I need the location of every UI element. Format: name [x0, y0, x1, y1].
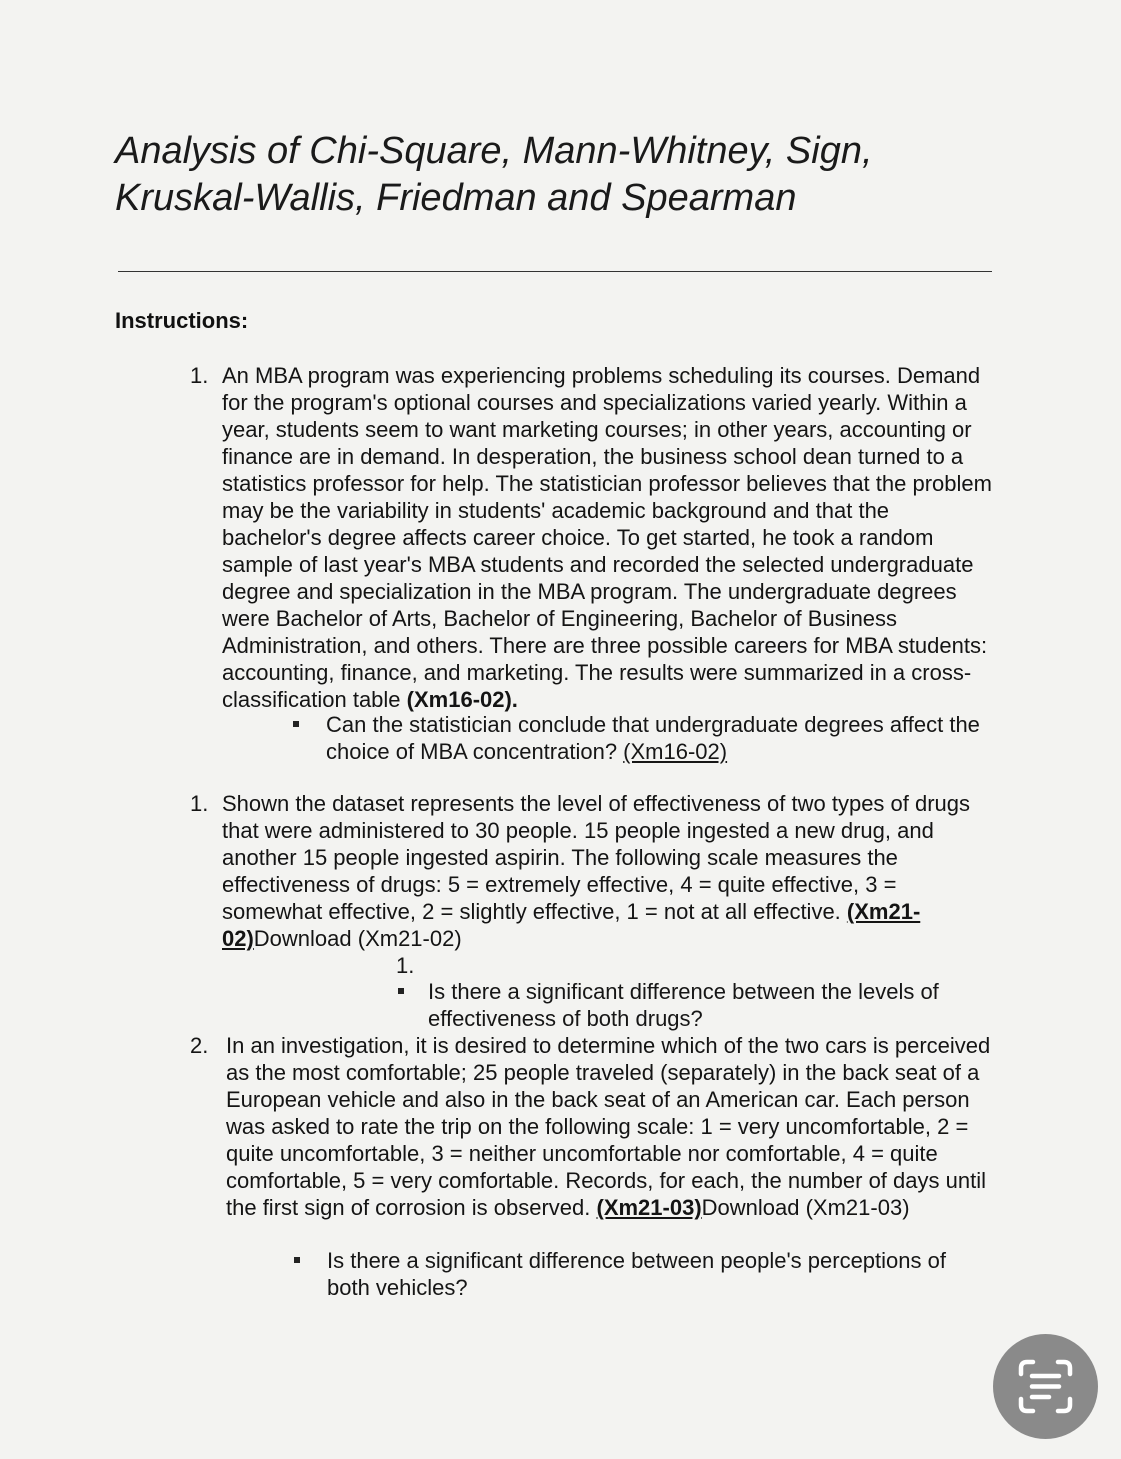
- title-divider: [118, 271, 992, 272]
- question-3-bullet: [327, 1247, 987, 1301]
- instructions-heading: Instructions:: [115, 308, 249, 333]
- question-2-bullet: [428, 978, 988, 1032]
- live-text-button[interactable]: [993, 1334, 1098, 1439]
- xm21-02-link[interactable]: (Xm21-02): [222, 899, 921, 951]
- bullet-marker: [398, 988, 404, 994]
- sub-number: 1.: [396, 953, 415, 978]
- question-3-text: In an investigation, it is desired to determine which of the two cars is perceived as the most comfortable; 25 people traveled (separately) in the back seat of a European vehicle and also in the back seat of an American car. Each person was asked to rate the trip on the following scale: 1 = very uncomfortable, 2 = quite uncomfortable, 3 = neither uncomfortable nor comfortable, 4 = quite comfortable, 5 = very comfortable. Records, for each, the number of days until the first sign of corrosion is observed.: [226, 1033, 991, 1220]
- question-2-number: 1.: [190, 791, 209, 816]
- question-1-text: An MBA program was experiencing problems scheduling its courses. Demand for the program's optional courses and specializations varied yearly. Within a year, students seem to want marketing courses; in other years, accounting or finance are in demand. In desperation, the business school dean turned to a statistics professor for help. The statistician professor believes that the problem may be the variability in students' academic background and that the bachelor's degree affects career choice. To get started, he took a random sample of last year's MBA students and recorded the selected undergraduate degree and specialization in the MBA program. The undergraduate degrees were Bachelor of Arts, Bachelor of Engineering, Bachelor of Business Administration, and others. There are three possible careers for MBA students: accounting, finance, and marketing. The results were summarized in a cross-classification table: [222, 363, 992, 712]
- question-1: [190, 362, 992, 713]
- download-xm21-02[interactable]: Download (Xm21-02): [253, 926, 462, 951]
- download-xm21-03[interactable]: Download (Xm21-03): [701, 1195, 910, 1220]
- question-1-bullet: [326, 711, 996, 765]
- question-1-bullet-text: Can the statistician conclude that undergraduate degrees affect the choice of MBA concentration?: [326, 712, 980, 764]
- xm16-02-link[interactable]: (Xm16-02): [623, 739, 728, 764]
- question-2-text: Shown the dataset represents the level of effectiveness of two types of drugs that were administered to 30 people. 15 people ingested a new drug, and another 15 people ingested aspirin. The following scale measures the effectiveness of drugs: 5 = extremely effective, 4 = quite effective, 3 = somewhat effective, 2 = slightly effective, 1 = not at all effective.: [222, 791, 971, 924]
- title-line-1: Analysis of Chi-Square, Mann-Whitney, Sign,: [115, 130, 873, 172]
- bullet-marker: [293, 721, 299, 727]
- question-1-number: 1.: [190, 363, 209, 388]
- question-3-number: 2.: [190, 1033, 209, 1058]
- bullet-marker: [294, 1257, 300, 1263]
- question-3-bullet-text: Is there a significant difference between people's perceptions of both vehicles?: [327, 1248, 946, 1300]
- question-2-bullet-text: Is there a significant difference between the levels of effectiveness of both drugs?: [428, 979, 939, 1031]
- title-line-2: Kruskal-Wallis, Friedman and Spearman: [115, 177, 797, 219]
- question-3: [190, 1032, 998, 1221]
- question-2: [190, 790, 992, 952]
- xm21-03-link[interactable]: (Xm21-03): [596, 1195, 702, 1220]
- question-1-ref: (Xm16-02).: [406, 687, 518, 712]
- text-scan-icon: [993, 1334, 1098, 1439]
- document-title: [115, 128, 1015, 222]
